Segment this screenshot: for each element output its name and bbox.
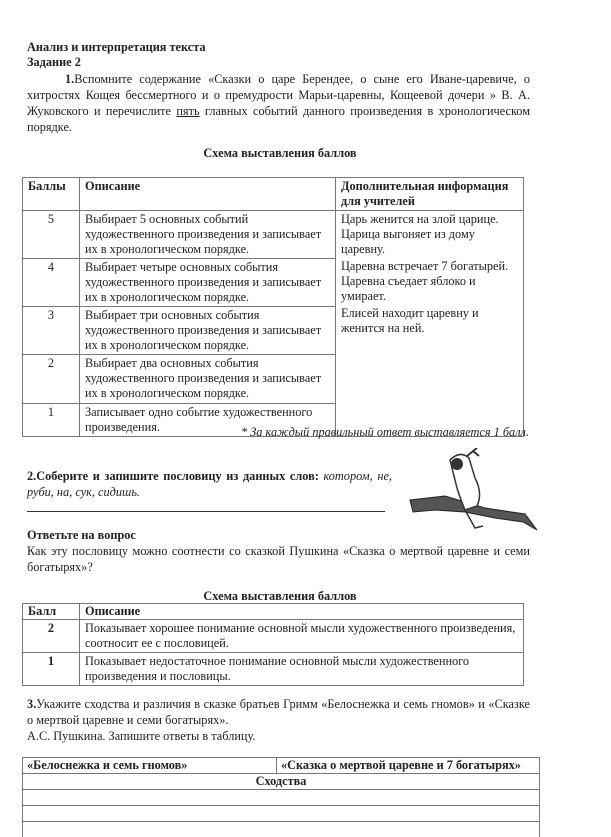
score-cell: 2 xyxy=(23,620,80,653)
question-2: 2.Соберите и запишите пословицу из данных слов: котором, не, руби, на, сук, сидишь. xyxy=(27,469,392,499)
scoring-table-2 xyxy=(22,603,524,686)
info-line: Царевна встречает 7 богатырей. xyxy=(341,259,509,273)
desc-cell: Записывает одно событие художественного произведения. xyxy=(80,404,336,437)
answer-row[interactable] xyxy=(23,790,540,806)
desc-cell: Показывает хорошее понимание основной мысли художественного произведения, соотносит ее с пословицей. xyxy=(80,620,524,653)
answer-question: Как эту пословицу можно соотнести со сказкой Пушкина «Сказка о мертвой царевне и семи богатырях»? xyxy=(27,544,530,574)
section-similarities: Сходства xyxy=(23,774,540,790)
score-cell: 1 xyxy=(23,404,80,437)
score-cell: 3 xyxy=(23,307,80,355)
teacher-info-cell xyxy=(336,211,524,437)
desc-cell: Выбирает 5 основных событий художественного произведения и записывает их в хронологическом порядке. xyxy=(80,211,336,259)
info-line: Царица выгоняет из дому царевну. xyxy=(341,227,475,256)
scheme-title: Схема выставления баллов xyxy=(203,146,357,160)
woodcutter-illustration xyxy=(405,448,540,538)
score-cell: 4 xyxy=(23,259,80,307)
col-header: Описание xyxy=(80,178,336,211)
score-cell: 2 xyxy=(23,355,80,404)
score-cell: 1 xyxy=(23,653,80,686)
desc-cell: Выбирает четыре основных события художественного произведения и записывает их в хронологическом порядке. xyxy=(80,259,336,307)
desc-cell: Показывает недостаточное понимание основной мысли художественного произведения и пословицы. xyxy=(80,653,524,686)
answer-row[interactable] xyxy=(23,806,540,822)
col-header: Баллы xyxy=(23,178,80,211)
heading: Анализ и интерпретация текста xyxy=(27,40,206,54)
footnote: * За каждый правильный ответ выставляется 1 балл. xyxy=(241,425,529,439)
col-header: «Белоснежка и семь гномов» xyxy=(23,758,277,774)
col-header: Балл xyxy=(23,604,80,620)
scheme-title-2: Схема выставления баллов xyxy=(203,589,357,603)
desc-cell: Выбирает два основных события художественного произведения и записывает их в хронологическом порядке. xyxy=(80,355,336,404)
task-title: Задание 2 xyxy=(27,55,81,69)
comparison-table xyxy=(22,757,540,837)
question-1: 1.Вспомните содержание «Сказки о царе Берендее, о сыне его Иване-царевиче, о хитростях Кощея бессмертного и о премудрости Марьи-царевны, Кощеевой дочери » В. А. Жуковского и перечислите пять главных событий данного произведения в хронологическом порядке. xyxy=(27,72,530,134)
scoring-table-1 xyxy=(22,177,524,437)
col-header: «Сказка о мертвой царевне и 7 богатырях» xyxy=(277,758,540,774)
col-header: Дополнительная информация для учителей xyxy=(336,178,524,211)
answer-row[interactable] xyxy=(23,822,540,837)
info-line: Царь женится на злой царице. xyxy=(341,212,499,226)
info-line: Царевна съедает яблоко и умирает. xyxy=(341,274,476,303)
info-line: Елисей находит царевну и женится на ней. xyxy=(341,306,479,335)
answer-heading: Ответьте на вопрос xyxy=(27,528,136,542)
answer-line[interactable] xyxy=(27,511,385,512)
score-cell: 5 xyxy=(23,211,80,259)
question-3: 3.Укажите сходства и различия в сказке братьев Гримм «Белоснежка и семь гномов» и «Сказке о мертвой царевне и семи богатырях». А.С. Пушкина. Запишите ответы в таблицу. xyxy=(27,697,530,743)
col-header: Описание xyxy=(80,604,524,620)
desc-cell: Выбирает три основных события художественного произведения и записывает их в хронологическом порядке. xyxy=(80,307,336,355)
